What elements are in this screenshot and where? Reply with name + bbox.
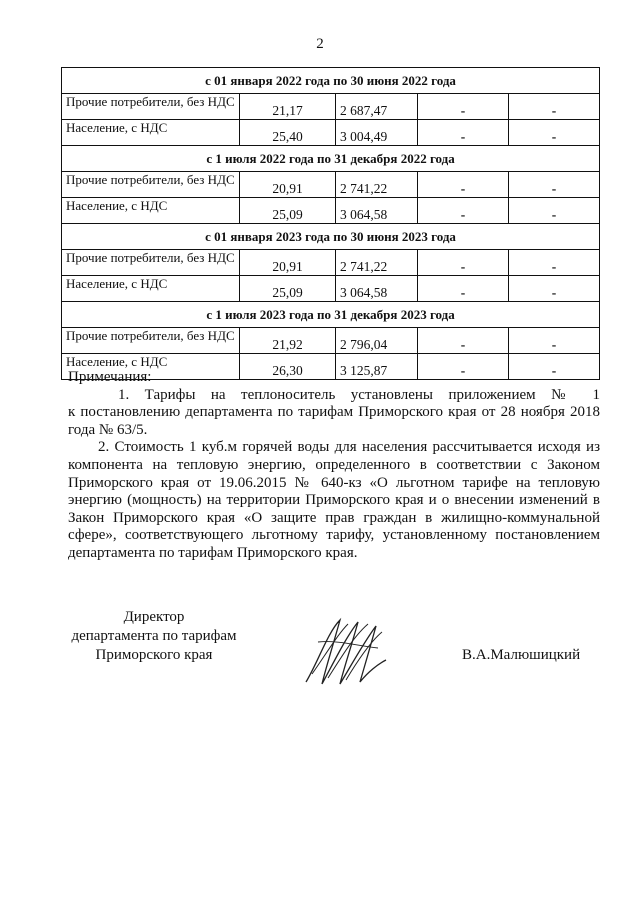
empty-value-cell: - [418,354,509,380]
table-row [62,250,600,276]
consumer-cell: Население, с НДС [62,120,240,146]
rate-per-unit-cell: 2 796,04 [336,328,418,354]
empty-value-cell: - [509,120,600,146]
rate-per-unit-cell: 3 125,87 [336,354,418,380]
note-1-continuation: к постановлению департамента по тарифам Приморского края от 28 ноября 2018 года № 63/5. [68,404,600,438]
empty-value-cell: - [418,172,509,198]
rate-cell: 21,17 [240,94,336,120]
consumer-cell: Население, с НДС [62,354,240,380]
tariff-table [61,67,600,380]
rate-cell: 25,09 [240,198,336,224]
handwritten-signature-icon [298,612,390,692]
notes-heading: Примечания: [68,369,152,385]
empty-value-cell: - [418,328,509,354]
table-row [62,94,600,120]
empty-value-cell: - [509,250,600,276]
rate-cell: 25,40 [240,120,336,146]
rate-cell: 20,91 [240,250,336,276]
period-header-row [62,224,600,250]
note-1: 1. Тарифы на теплоноситель установлены приложением № 1 [118,386,600,403]
rate-per-unit-cell: 3 064,58 [336,198,418,224]
rate-cell: 21,92 [240,328,336,354]
table-row [62,172,600,198]
signatory-title [68,608,240,665]
rate-per-unit-cell: 2 741,22 [336,172,418,198]
rate-per-unit-cell: 3 004,49 [336,120,418,146]
table-row [62,198,600,224]
consumer-cell: Прочие потребители, без НДС [62,328,240,354]
signatory-title-line-1: Директор [123,609,185,625]
empty-value-cell: - [418,94,509,120]
empty-value-cell: - [509,328,600,354]
consumer-cell: Прочие потребители, без НДС [62,172,240,198]
table-row [62,120,600,146]
period-header-row [62,68,600,94]
rate-cell: 25,09 [240,276,336,302]
consumer-cell: Прочие потребители, без НДС [62,250,240,276]
consumer-cell: Прочие потребители, без НДС [62,94,240,120]
consumer-cell: Население, с НДС [62,198,240,224]
period-header: с 1 июля 2023 года по 31 декабря 2023 года [62,302,600,328]
period-header: с 1 июля 2022 года по 31 декабря 2022 года [62,146,600,172]
empty-value-cell: - [509,172,600,198]
empty-value-cell: - [418,198,509,224]
signatory-title-line-2: департамента по тарифам [71,628,237,644]
empty-value-cell: - [418,250,509,276]
empty-value-cell: - [509,198,600,224]
rate-cell: 20,91 [240,172,336,198]
rate-per-unit-cell: 2 687,47 [336,94,418,120]
period-header-row [62,146,600,172]
rate-per-unit-cell: 3 064,58 [336,276,418,302]
period-header: с 01 января 2023 года по 30 июня 2023 года [62,224,600,250]
page-number: 2 [316,36,324,52]
notes-block [68,369,600,563]
empty-value-cell: - [509,94,600,120]
signer-name: В.А.Малюшицкий [462,647,581,663]
consumer-cell: Население, с НДС [62,276,240,302]
empty-value-cell: - [509,276,600,302]
rate-per-unit-cell: 2 741,22 [336,250,418,276]
period-header-row [62,302,600,328]
rate-cell: 26,30 [240,354,336,380]
empty-value-cell: - [509,354,600,380]
empty-value-cell: - [418,276,509,302]
empty-value-cell: - [418,120,509,146]
table-row [62,328,600,354]
table-row [62,276,600,302]
signatory-title-line-3: Приморского края [95,647,213,663]
period-header: с 01 января 2022 года по 30 июня 2022 года [62,68,600,94]
note-2: 2. Стоимость 1 куб.м горячей воды для населения рассчитывается исходя из компонента на тепловую энергию, определенного в соответствии с Законом Приморского края от 19.06.2015 № 640-кз «О льготном тарифе на тепловую энергию (мощность) на территории Приморского края и о внесении изменений в Закон Приморского края «О защите прав граждан в жилищно-коммунальной сфере», соответствующего льготному тарифу, установленному постановлением департамента по тарифам Приморского края. [68,439,600,561]
